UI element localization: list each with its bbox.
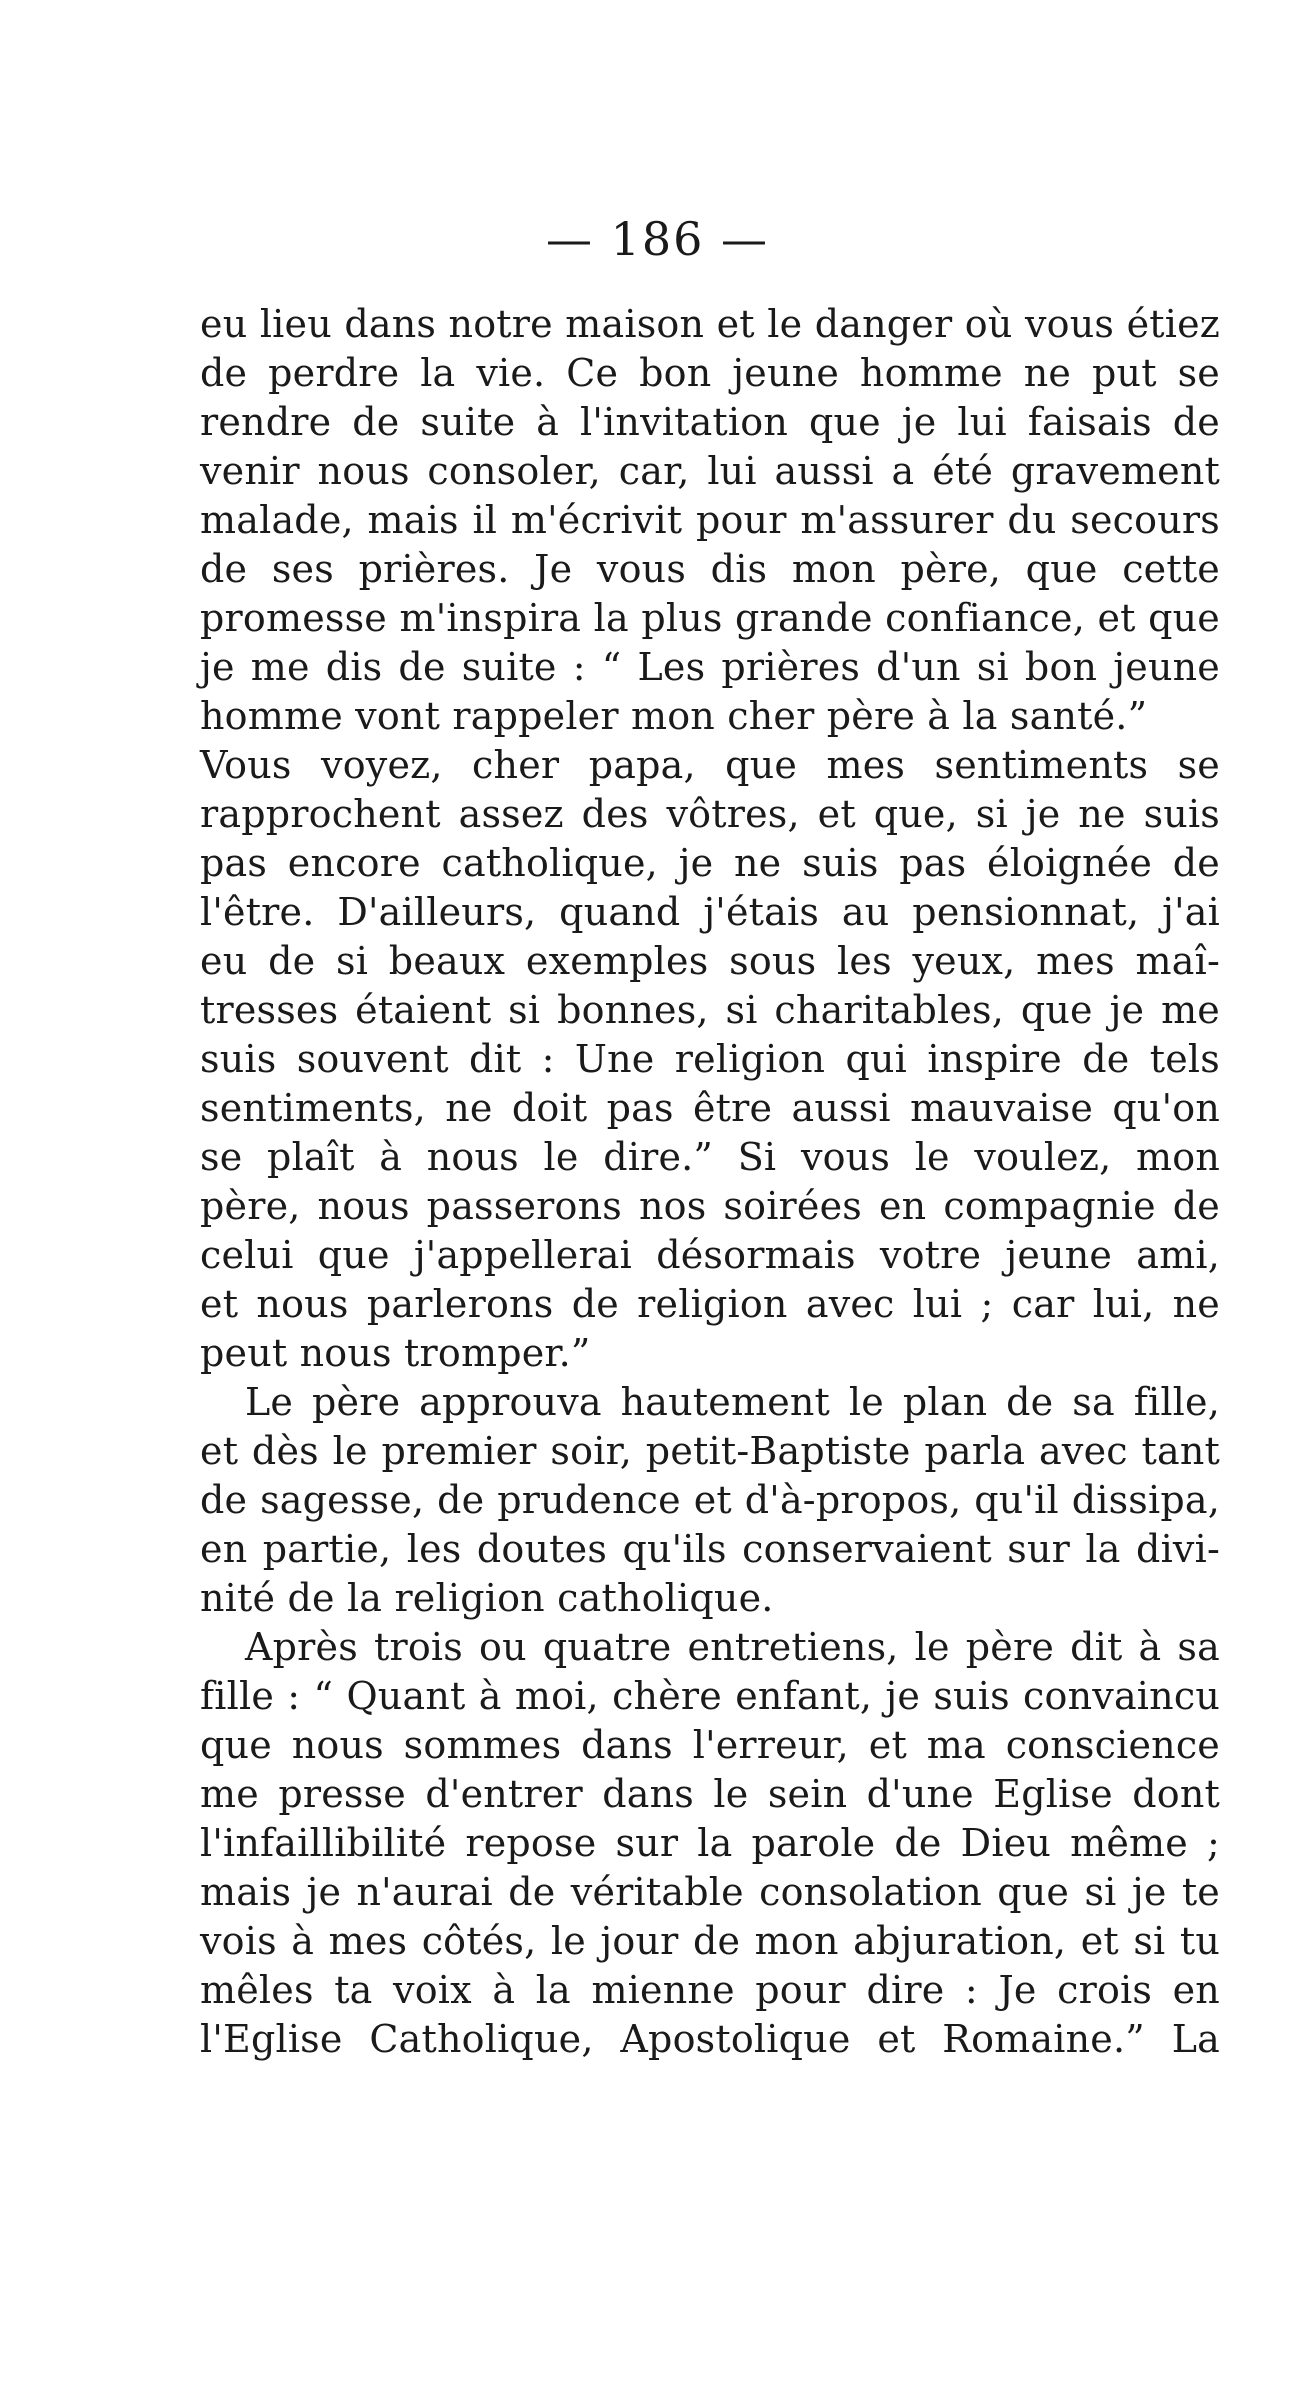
- text-line: Après trois ou quatre entretiens, le père dit à sa: [245, 1625, 1220, 1669]
- text-line: eu de si beaux exemples sous les yeux, mes maî-: [200, 939, 1220, 983]
- text-line: de perdre la vie. Ce bon jeune homme ne put se: [200, 351, 1220, 395]
- text-line: fille : “ Quant à moi, chère enfant, je suis convaincu: [200, 1674, 1220, 1718]
- text-line: en partie, les doutes qu'ils conservaient sur la divi-: [200, 1527, 1220, 1571]
- text-line: nité de la religion catholique.: [200, 1576, 774, 1620]
- text-line: et nous parlerons de religion avec lui ; car lui, ne: [200, 1282, 1220, 1326]
- text-line: promesse m'inspira la plus grande confiance, et que: [200, 596, 1220, 640]
- text-line: de ses prières. Je vous dis mon père, que cette: [200, 547, 1220, 591]
- text-line: eu lieu dans notre maison et le danger où vous étiez: [200, 302, 1220, 346]
- text-line: pas encore catholique, je ne suis pas éloignée de: [200, 841, 1220, 885]
- text-line: père, nous passerons nos soirées en compagnie de: [200, 1184, 1220, 1228]
- text-line: rapprochent assez des vôtres, et que, si je ne suis: [200, 792, 1220, 836]
- text-line: Vous voyez, cher papa, que mes sentiments se: [200, 743, 1220, 787]
- text-line: malade, mais il m'écrivit pour m'assurer du secours: [200, 498, 1220, 542]
- text-line: venir nous consoler, car, lui aussi a été gravement: [200, 449, 1220, 493]
- page-number: — 186 —: [545, 212, 770, 266]
- text-line: se plaît à nous le dire.” Si vous le voulez, mon: [200, 1135, 1220, 1179]
- text-line: l'Eglise Catholique, Apostolique et Romaine.” La: [200, 2017, 1220, 2061]
- text-line: vois à mes côtés, le jour de mon abjuration, et si tu: [200, 1919, 1220, 1963]
- text-line: me presse d'entrer dans le sein d'une Eglise dont: [200, 1772, 1220, 1816]
- text-line: homme vont rappeler mon cher père à la santé.”: [200, 694, 1148, 738]
- text-line: celui que j'appellerai désormais votre jeune ami,: [200, 1233, 1220, 1277]
- text-line: Le père approuva hautement le plan de sa fille,: [245, 1380, 1220, 1424]
- text-line: tresses étaient si bonnes, si charitables, que je me: [200, 988, 1220, 1032]
- text-line: peut nous tromper.”: [200, 1331, 591, 1375]
- text-line: l'infaillibilité repose sur la parole de Dieu même ;: [200, 1821, 1220, 1865]
- text-line: mêles ta voix à la mienne pour dire : Je crois en: [200, 1968, 1220, 2012]
- text-line: et dès le premier soir, petit-Baptiste parla avec tant: [200, 1429, 1220, 1473]
- text-line: suis souvent dit : Une religion qui inspire de tels: [200, 1037, 1220, 1081]
- text-line: de sagesse, de prudence et d'à-propos, qu'il dissipa,: [200, 1478, 1220, 1522]
- text-line: que nous sommes dans l'erreur, et ma conscience: [200, 1723, 1220, 1767]
- text-line: je me dis de suite : “ Les prières d'un si bon jeune: [200, 645, 1220, 689]
- text-line: sentiments, ne doit pas être aussi mauvaise qu'on: [200, 1086, 1220, 1130]
- text-line: rendre de suite à l'invitation que je lui faisais de: [200, 400, 1220, 444]
- text-line: l'être. D'ailleurs, quand j'étais au pensionnat, j'ai: [200, 890, 1220, 934]
- body-text: [200, 300, 1220, 2064]
- text-line: mais je n'aurai de véritable consolation que si je te: [200, 1870, 1220, 1914]
